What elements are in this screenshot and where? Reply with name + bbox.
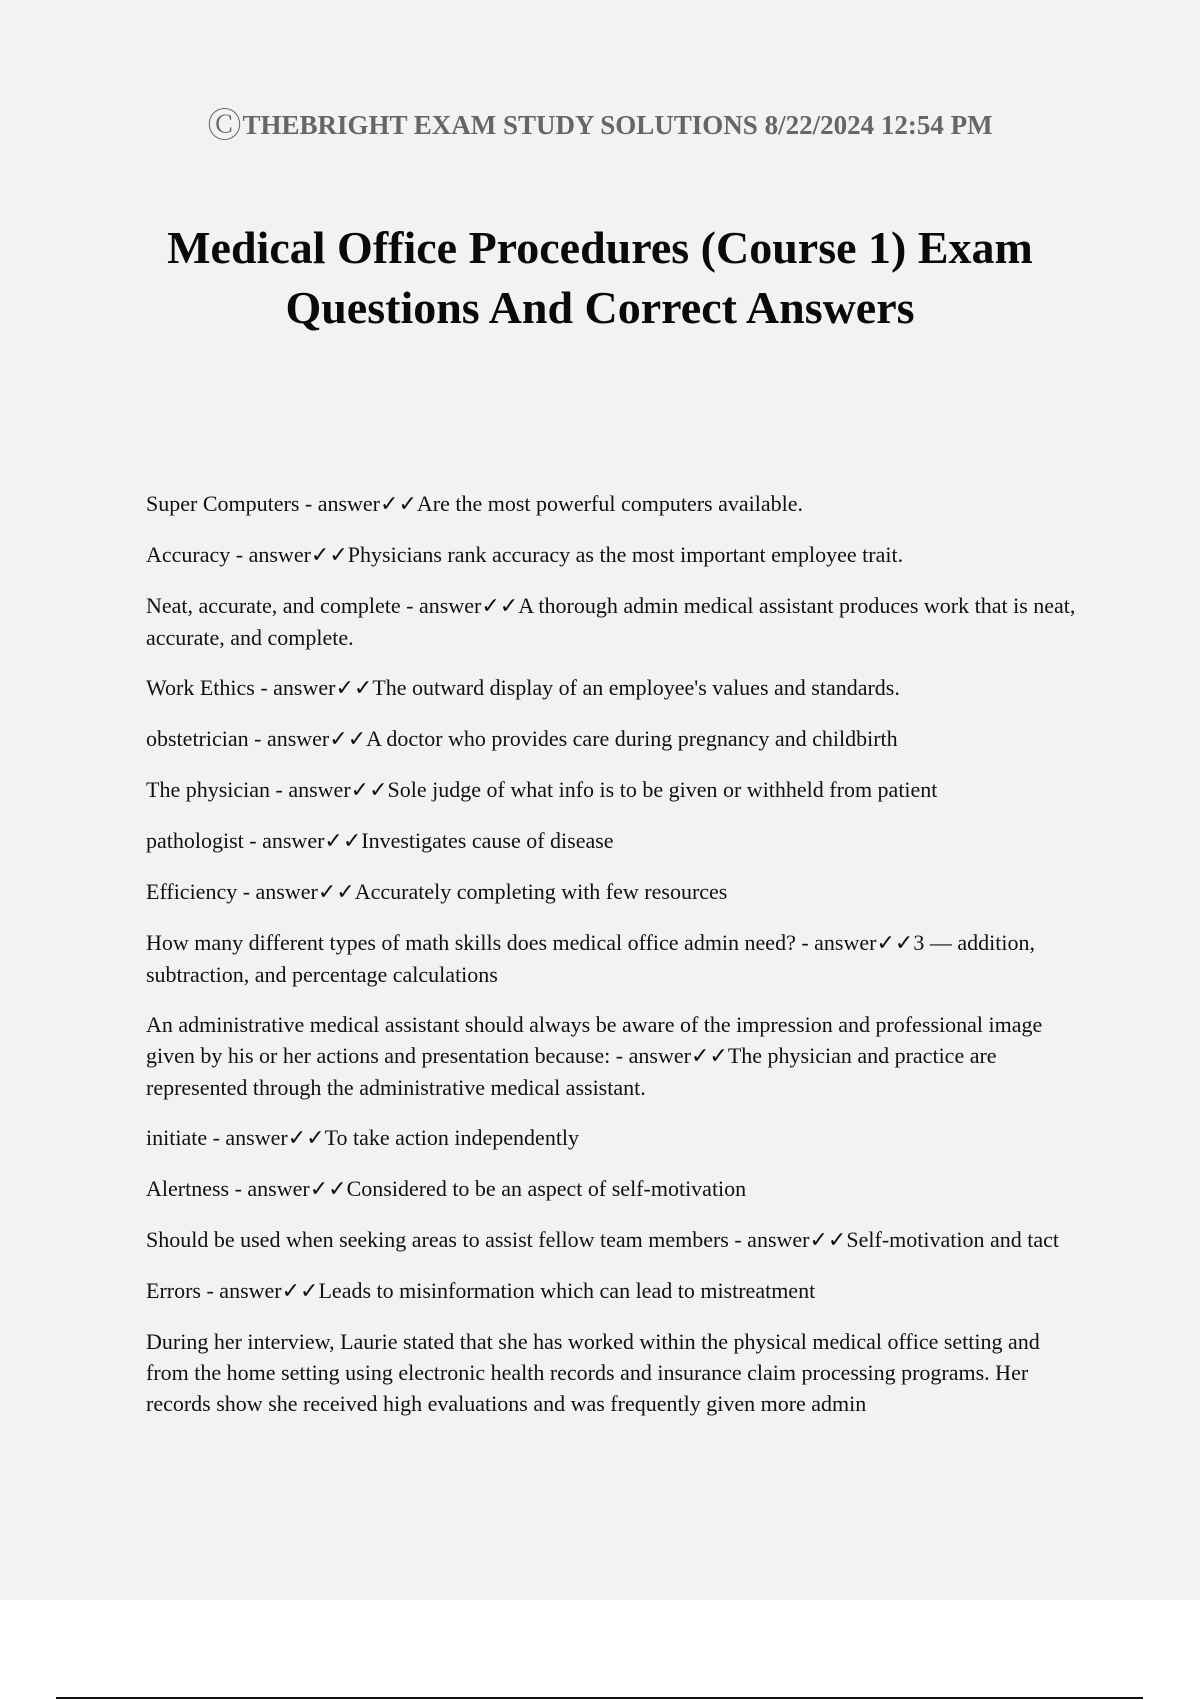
qa-item <box>146 590 1086 653</box>
qa-item <box>146 1275 1086 1307</box>
qa-item <box>146 876 1086 908</box>
qa-term: During her interview, Laurie stated that she has worked within the physical medical office setting and from the home setting using electronic health records and insurance claim processing programs. Her records show she received high evaluations and was frequently given more admin <box>146 1329 1040 1416</box>
qa-item <box>146 1326 1086 1420</box>
qa-term: How many different types of math skills does medical office admin need? - answer <box>146 930 877 955</box>
qa-item <box>146 488 1086 520</box>
qa-term: Efficiency - answer <box>146 879 318 904</box>
checkmark-icon: ✓✓ <box>350 778 388 803</box>
qa-answer: 3 — addition, subtraction, and percentage calculations <box>146 930 1035 987</box>
qa-item <box>146 1173 1086 1205</box>
header-text: THEBRIGHT EXAM STUDY SOLUTIONS 8/22/2024 12:54 PM <box>242 110 993 140</box>
checkmark-icon: ✓✓ <box>324 829 362 854</box>
qa-answer: Considered to be an aspect of self-motivation <box>346 1176 747 1201</box>
qa-answer: Accurately completing with few resources <box>354 879 728 904</box>
qa-answer: The physician and practice are represented through the administrative medical assistant. <box>146 1043 997 1100</box>
qa-term: Accuracy - answer <box>146 542 311 567</box>
checkmark-icon: ✓✓ <box>310 543 348 568</box>
qa-item <box>146 1224 1086 1256</box>
title-line-1: Medical Office Procedures (Course 1) Exam <box>167 222 1033 273</box>
checkmark-icon: ✓✓ <box>287 1126 325 1151</box>
qa-term: Alertness - answer <box>146 1176 310 1201</box>
checkmark-icon: ✓✓ <box>876 931 914 956</box>
qa-item <box>146 672 1086 704</box>
footer-divider <box>56 1697 1143 1699</box>
qa-answer: Self-motivation and tact <box>846 1227 1059 1252</box>
qa-term: Errors - answer <box>146 1278 282 1303</box>
qa-answer: Are the most powerful computers available. <box>416 491 803 516</box>
checkmark-icon: ✓✓ <box>335 676 373 701</box>
qa-term: Work Ethics - answer <box>146 675 336 700</box>
qa-answer: Investigates cause of disease <box>361 828 614 853</box>
checkmark-icon: ✓✓ <box>809 1228 847 1253</box>
checkmark-icon: ✓✓ <box>481 594 519 619</box>
qa-answer: Sole judge of what info is to be given or withheld from patient <box>387 777 938 802</box>
checkmark-icon: ✓✓ <box>380 492 417 517</box>
qa-answer: The outward display of an employee's values and standards. <box>372 675 900 700</box>
checkmark-icon: ✓✓ <box>309 1177 347 1202</box>
qa-item <box>146 774 1086 806</box>
qa-answer: Physicians rank accuracy as the most important employee trait. <box>347 542 904 567</box>
qa-answer: Leads to misinformation which can lead to mistreatment <box>318 1278 816 1303</box>
document-title <box>100 218 1100 338</box>
qa-term: Neat, accurate, and complete - answer <box>146 593 482 618</box>
qa-term: obstetrician - answer <box>146 726 330 751</box>
qa-term: The physician - answer <box>146 777 351 802</box>
qa-item <box>146 927 1086 990</box>
checkmark-icon: ✓✓ <box>690 1044 728 1069</box>
qa-term: initiate - answer <box>146 1125 288 1150</box>
page-header <box>0 98 1200 147</box>
qa-term: pathologist - answer <box>146 828 325 853</box>
qa-answer: A doctor who provides care during pregnancy and childbirth <box>366 726 898 751</box>
qa-term: Super Computers - answer <box>146 491 381 516</box>
qa-item <box>146 1122 1086 1154</box>
qa-answer: A thorough admin medical assistant produces work that is neat, accurate, and complete. <box>146 593 1076 650</box>
checkmark-icon: ✓✓ <box>281 1279 319 1304</box>
qa-term: Should be used when seeking areas to assist fellow team members - answer <box>146 1227 810 1252</box>
qa-item <box>146 825 1086 857</box>
qa-item <box>146 723 1086 755</box>
qa-item <box>146 539 1086 571</box>
checkmark-icon: ✓✓ <box>329 727 367 752</box>
checkmark-icon: ✓✓ <box>317 880 355 905</box>
qa-answer: To take action independently <box>324 1125 580 1150</box>
copyright-icon: Ⓒ <box>207 108 242 145</box>
qa-list <box>146 488 1086 1439</box>
title-line-2: Questions And Correct Answers <box>285 282 915 333</box>
qa-term: An administrative medical assistant should always be aware of the impression and professional image given by his or her actions and presentation because: - answer <box>146 1012 1043 1068</box>
qa-item <box>146 1009 1086 1103</box>
